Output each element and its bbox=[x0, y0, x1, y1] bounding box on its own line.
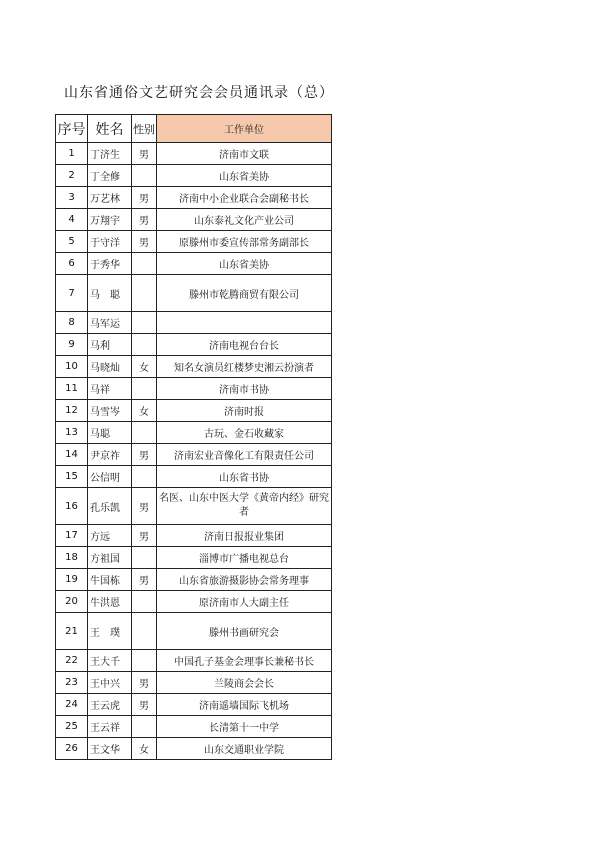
cell-index: 16 bbox=[56, 488, 88, 525]
cell-gender bbox=[132, 613, 157, 650]
cell-index: 14 bbox=[56, 444, 88, 466]
header-unit: 工作单位 bbox=[157, 115, 332, 143]
header-index: 序号 bbox=[56, 115, 88, 143]
table-row bbox=[56, 525, 332, 547]
cell-unit: 中国孔子基金会理事长兼秘书长 bbox=[157, 650, 332, 672]
cell-gender bbox=[132, 716, 157, 738]
cell-name: 王文华 bbox=[88, 738, 132, 760]
table-row bbox=[56, 312, 332, 334]
table-row bbox=[56, 165, 332, 187]
cell-unit: 知名女演员红楼梦史湘云扮演者 bbox=[157, 356, 332, 378]
cell-index: 24 bbox=[56, 694, 88, 716]
cell-unit: 济南时报 bbox=[157, 400, 332, 422]
header-name: 姓名 bbox=[88, 115, 132, 143]
table-row bbox=[56, 738, 332, 760]
cell-gender bbox=[132, 547, 157, 569]
cell-index: 12 bbox=[56, 400, 88, 422]
cell-name: 马晓灿 bbox=[88, 356, 132, 378]
cell-gender: 男 bbox=[132, 143, 157, 165]
table-row bbox=[56, 275, 332, 312]
cell-gender bbox=[132, 253, 157, 275]
cell-gender: 男 bbox=[132, 672, 157, 694]
cell-name: 方祖国 bbox=[88, 547, 132, 569]
cell-name: 马军运 bbox=[88, 312, 132, 334]
cell-unit: 济南电视台台长 bbox=[157, 334, 332, 356]
cell-index: 7 bbox=[56, 275, 88, 312]
page-title: 山东省通俗文艺研究会会员通讯录（总） bbox=[64, 85, 334, 101]
table-header-row bbox=[56, 115, 332, 143]
cell-unit: 济南市书协 bbox=[157, 378, 332, 400]
cell-name: 王中兴 bbox=[88, 672, 132, 694]
cell-index: 26 bbox=[56, 738, 88, 760]
cell-name: 马祥 bbox=[88, 378, 132, 400]
cell-unit: 山东省旅游摄影协会常务理事 bbox=[157, 569, 332, 591]
cell-index: 23 bbox=[56, 672, 88, 694]
cell-name: 牛洪恩 bbox=[88, 591, 132, 613]
cell-name: 公信明 bbox=[88, 466, 132, 488]
cell-index: 9 bbox=[56, 334, 88, 356]
cell-name: 马利 bbox=[88, 334, 132, 356]
cell-name: 于守洋 bbox=[88, 231, 132, 253]
cell-index: 17 bbox=[56, 525, 88, 547]
table-row bbox=[56, 694, 332, 716]
cell-index: 1 bbox=[56, 143, 88, 165]
cell-unit: 济南市文联 bbox=[157, 143, 332, 165]
cell-index: 8 bbox=[56, 312, 88, 334]
cell-unit: 山东交通职业学院 bbox=[157, 738, 332, 760]
table-row bbox=[56, 378, 332, 400]
table-row bbox=[56, 716, 332, 738]
cell-unit: 济南宏业音像化工有限责任公司 bbox=[157, 444, 332, 466]
cell-index: 15 bbox=[56, 466, 88, 488]
cell-gender bbox=[132, 165, 157, 187]
cell-name: 丁济生 bbox=[88, 143, 132, 165]
table-row bbox=[56, 569, 332, 591]
cell-gender: 男 bbox=[132, 569, 157, 591]
table-row bbox=[56, 356, 332, 378]
table-row bbox=[56, 400, 332, 422]
cell-unit: 兰陵商会会长 bbox=[157, 672, 332, 694]
cell-name: 王云虎 bbox=[88, 694, 132, 716]
cell-index: 11 bbox=[56, 378, 88, 400]
table-row bbox=[56, 253, 332, 275]
table-row bbox=[56, 591, 332, 613]
cell-unit: 名医、山东中医大学《黄帝内经》研究者 bbox=[157, 488, 332, 525]
table-row bbox=[56, 444, 332, 466]
table-row bbox=[56, 187, 332, 209]
cell-unit: 济南中小企业联合会副秘书长 bbox=[157, 187, 332, 209]
cell-index: 25 bbox=[56, 716, 88, 738]
cell-unit: 山东省书协 bbox=[157, 466, 332, 488]
cell-unit: 山东省美协 bbox=[157, 253, 332, 275]
cell-index: 22 bbox=[56, 650, 88, 672]
cell-gender bbox=[132, 466, 157, 488]
table-row bbox=[56, 209, 332, 231]
cell-unit: 原济南市人大副主任 bbox=[157, 591, 332, 613]
cell-gender: 男 bbox=[132, 694, 157, 716]
cell-name: 王大千 bbox=[88, 650, 132, 672]
cell-unit: 原滕州市委宣传部常务副部长 bbox=[157, 231, 332, 253]
table-row bbox=[56, 488, 332, 525]
cell-gender bbox=[132, 312, 157, 334]
table-body bbox=[56, 143, 332, 760]
cell-unit bbox=[157, 312, 332, 334]
cell-unit: 山东省美协 bbox=[157, 165, 332, 187]
cell-gender: 女 bbox=[132, 356, 157, 378]
cell-unit: 滕州市乾腾商贸有限公司 bbox=[157, 275, 332, 312]
cell-index: 18 bbox=[56, 547, 88, 569]
cell-gender: 男 bbox=[132, 231, 157, 253]
cell-name: 方远 bbox=[88, 525, 132, 547]
cell-gender bbox=[132, 378, 157, 400]
table-row bbox=[56, 466, 332, 488]
cell-name: 孔乐凯 bbox=[88, 488, 132, 525]
cell-index: 3 bbox=[56, 187, 88, 209]
cell-name: 马雪岑 bbox=[88, 400, 132, 422]
table-row bbox=[56, 231, 332, 253]
cell-gender bbox=[132, 422, 157, 444]
cell-name: 于秀华 bbox=[88, 253, 132, 275]
table-row bbox=[56, 613, 332, 650]
header-gender: 性别 bbox=[132, 115, 157, 143]
cell-unit: 山东泰礼文化产业公司 bbox=[157, 209, 332, 231]
table-row bbox=[56, 422, 332, 444]
cell-index: 13 bbox=[56, 422, 88, 444]
cell-index: 21 bbox=[56, 613, 88, 650]
cell-name: 王云祥 bbox=[88, 716, 132, 738]
cell-index: 20 bbox=[56, 591, 88, 613]
cell-unit: 长清第十一中学 bbox=[157, 716, 332, 738]
cell-index: 6 bbox=[56, 253, 88, 275]
cell-name: 牛国栋 bbox=[88, 569, 132, 591]
cell-unit: 古玩、金石收藏家 bbox=[157, 422, 332, 444]
cell-gender bbox=[132, 275, 157, 312]
cell-gender: 女 bbox=[132, 738, 157, 760]
cell-gender: 男 bbox=[132, 209, 157, 231]
cell-gender bbox=[132, 591, 157, 613]
table-row bbox=[56, 334, 332, 356]
cell-index: 5 bbox=[56, 231, 88, 253]
cell-index: 19 bbox=[56, 569, 88, 591]
cell-unit: 淄博市广播电视总台 bbox=[157, 547, 332, 569]
cell-name: 马聪 bbox=[88, 422, 132, 444]
cell-name: 尹京祚 bbox=[88, 444, 132, 466]
table-row bbox=[56, 672, 332, 694]
cell-index: 4 bbox=[56, 209, 88, 231]
cell-name: 王 璞 bbox=[88, 613, 132, 650]
cell-unit: 济南日报报业集团 bbox=[157, 525, 332, 547]
cell-name: 万艺林 bbox=[88, 187, 132, 209]
cell-index: 2 bbox=[56, 165, 88, 187]
cell-name: 马 聪 bbox=[88, 275, 132, 312]
cell-gender: 男 bbox=[132, 187, 157, 209]
cell-unit: 滕州书画研究会 bbox=[157, 613, 332, 650]
cell-name: 丁全修 bbox=[88, 165, 132, 187]
cell-unit: 济南遥墙国际飞机场 bbox=[157, 694, 332, 716]
member-directory-table bbox=[55, 114, 332, 760]
table-row bbox=[56, 547, 332, 569]
cell-gender bbox=[132, 650, 157, 672]
table-row bbox=[56, 143, 332, 165]
cell-name: 万翔宇 bbox=[88, 209, 132, 231]
cell-gender: 女 bbox=[132, 400, 157, 422]
cell-gender: 男 bbox=[132, 488, 157, 525]
cell-gender: 男 bbox=[132, 525, 157, 547]
cell-index: 10 bbox=[56, 356, 88, 378]
table-row bbox=[56, 650, 332, 672]
cell-gender bbox=[132, 334, 157, 356]
cell-gender: 男 bbox=[132, 444, 157, 466]
